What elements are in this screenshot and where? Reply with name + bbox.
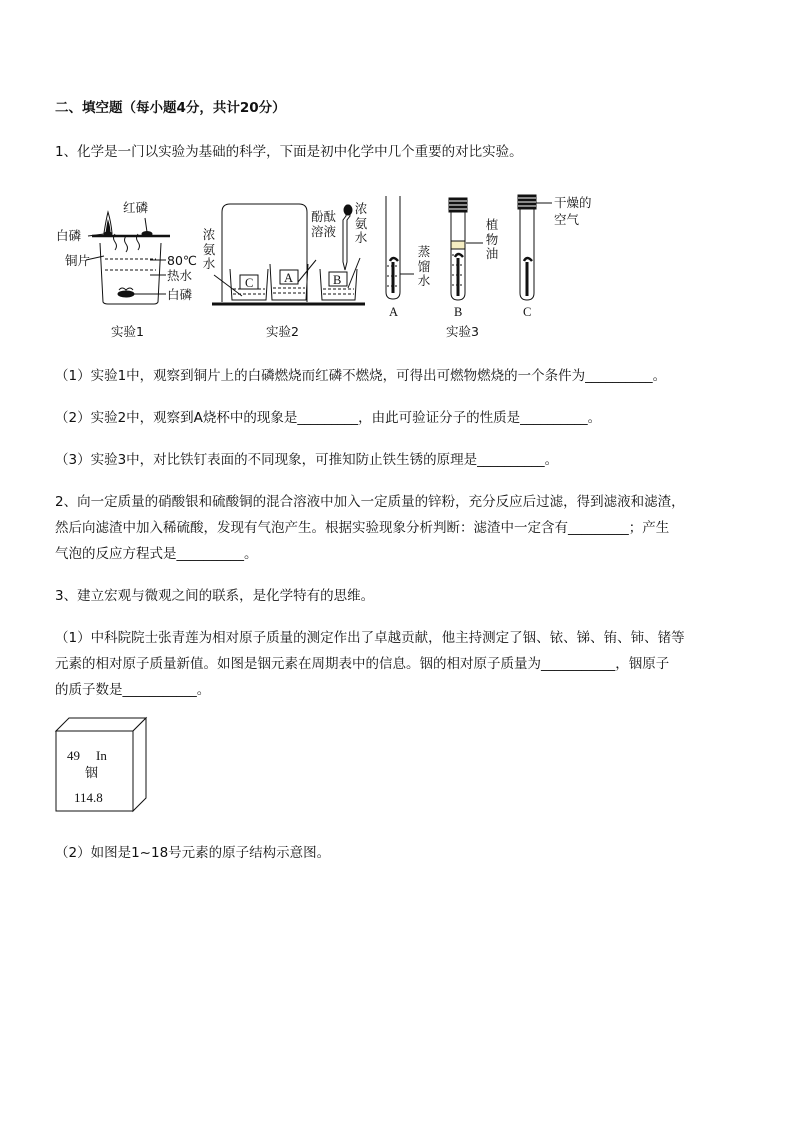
exp2-label-conc-ammonia-right: 浓氨水 bbox=[354, 201, 368, 245]
q2-line1: 2、向一定质量的硝酸银和硫酸铜的混合溶液中加入一定质量的锌粉，充分反应后过滤，得到滤液和滤渣， bbox=[55, 494, 685, 510]
element-symbol: In bbox=[96, 748, 107, 763]
element-atomic-mass: 114.8 bbox=[74, 790, 103, 805]
q1-sub3: （3）实验3中，对比铁钉表面的不同现象，可推知防止铁生锈的原理是__________。 bbox=[55, 452, 559, 468]
exp1-label-white-phosphorus-bottom: 白磷 bbox=[167, 287, 193, 302]
q2-line2: 然后向滤渣中加入稀硫酸，发现有气泡产生。根据实验现象分析判断：滤渣中一定含有_________；产生 bbox=[55, 520, 670, 536]
exp3-label-vegetable-oil: 植物油 bbox=[485, 217, 499, 261]
exp2-beaker-c-label: C bbox=[245, 276, 254, 290]
exp3-label-dry-air-2: 空气 bbox=[554, 212, 580, 227]
exp2-beaker-b-label: B bbox=[333, 273, 342, 287]
exp2-beaker-a-label: A bbox=[284, 271, 294, 285]
q3-stem: 3、建立宏观与微观之间的联系，是化学特有的思维。 bbox=[55, 588, 375, 604]
exp1-label-white-phosphorus-top: 白磷 bbox=[56, 228, 82, 243]
exp3-caption: 实验3 bbox=[446, 324, 479, 339]
exp3-tube-b-label: B bbox=[454, 305, 463, 319]
exp3-label-dry-air-1: 干燥的 bbox=[554, 195, 592, 210]
exp1-label-copper-sheet: 铜片 bbox=[65, 253, 91, 268]
exp3-label-distilled-water: 蒸馏水 bbox=[417, 244, 431, 288]
exp1-label-hot-water: 热水 bbox=[167, 268, 193, 283]
q2-line3: 气泡的反应方程式是__________。 bbox=[55, 546, 258, 562]
q3-sub1-line2: 元素的相对原子质量新值。如图是铟元素在周期表中的信息。铟的相对原子质量为___________，铟原子 bbox=[55, 656, 670, 672]
q3-sub1-line3: 的质子数是___________。 bbox=[55, 682, 211, 698]
q3-sub1-line1: （1）中科院院士张青莲为相对原子质量的测定作出了卓越贡献，他主持测定了铟、铱、锑、铕、铈、锗等 bbox=[55, 630, 685, 646]
exp2-label-phenolphthalein-1: 酚酞 bbox=[311, 209, 337, 224]
exp2-label-conc-ammonia-left: 浓氨水 bbox=[202, 227, 216, 271]
exp1-label-red-phosphorus: 红磷 bbox=[123, 200, 149, 215]
exp2-label-phenolphthalein-2: 溶液 bbox=[311, 224, 337, 239]
q1-sub1: （1）实验1中，观察到铜片上的白磷燃烧而红磷不燃烧，可得出可燃物燃烧的一个条件为__________。 bbox=[55, 368, 667, 384]
q1-sub2: （2）实验2中，观察到A烧杯中的现象是_________，由此可验证分子的性质是__________。 bbox=[55, 410, 602, 426]
exp1-caption: 实验1 bbox=[111, 324, 144, 339]
element-name: 铟 bbox=[85, 766, 99, 781]
exp2-caption: 实验2 bbox=[266, 324, 299, 339]
element-atomic-number: 49 bbox=[67, 748, 80, 763]
exp1-label-temp: 80℃ bbox=[167, 253, 197, 268]
exp3-tube-a-label: A bbox=[389, 305, 399, 319]
q1-stem: 1、化学是一门以实验为基础的科学，下面是初中化学中几个重要的对比实验。 bbox=[55, 144, 523, 160]
section-title: 二、填空题（每小题4分，共计20分） bbox=[55, 100, 286, 116]
q3-sub2: （2）如图是1~18号元素的原子结构示意图。 bbox=[55, 845, 331, 861]
exp3-tube-c-label: C bbox=[523, 305, 532, 319]
